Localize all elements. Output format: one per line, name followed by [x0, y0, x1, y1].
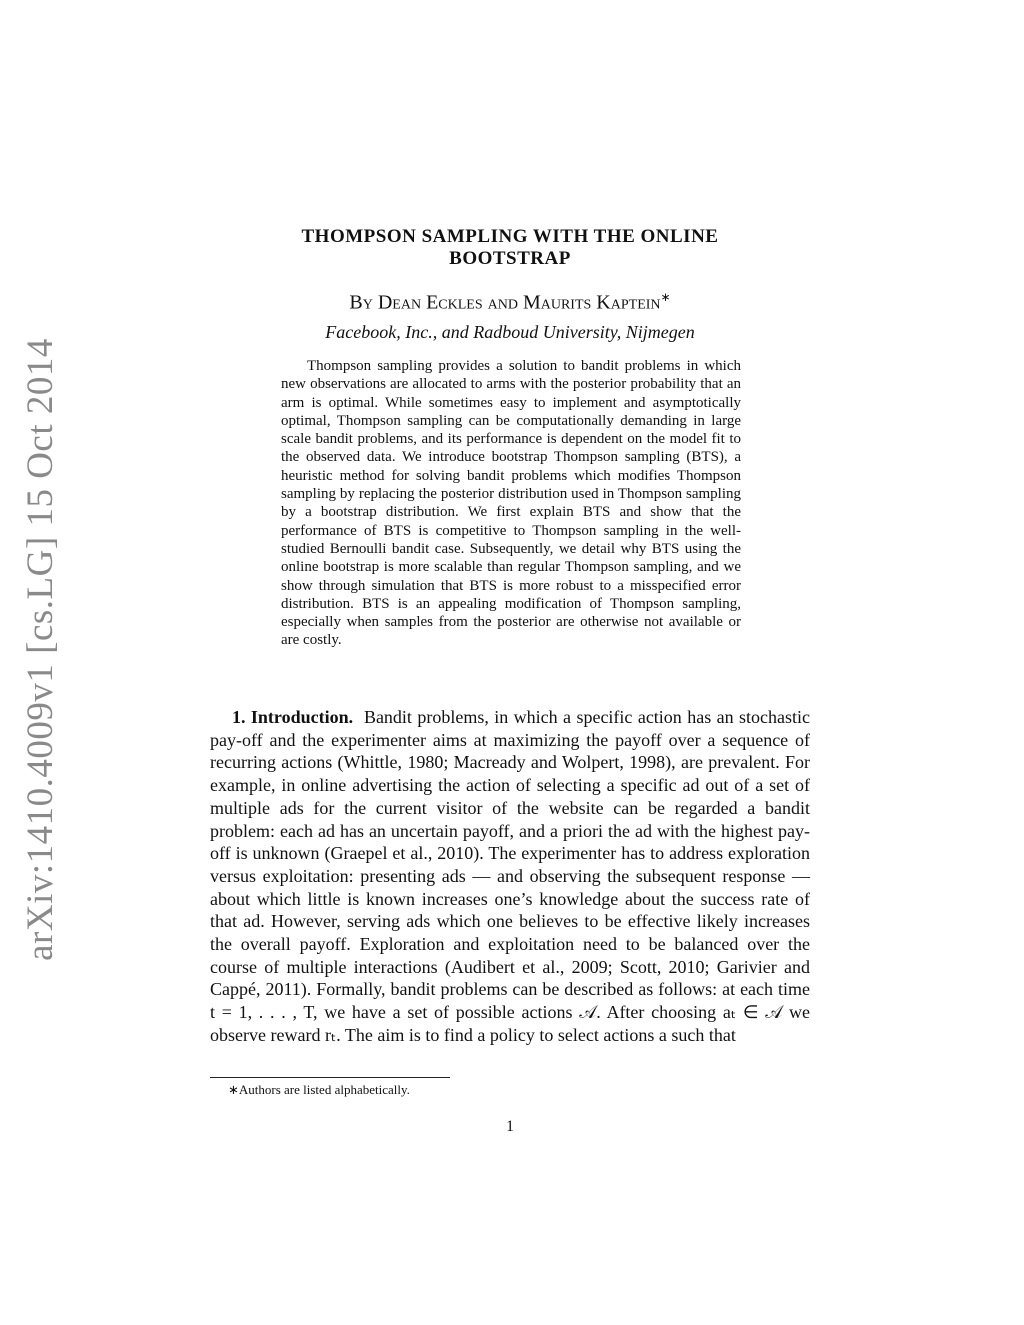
footnote: ∗Authors are listed alphabetically. — [228, 1082, 410, 1097]
authors — [210, 290, 810, 315]
author-footnote-mark: ∗ — [660, 290, 671, 304]
arxiv-sidebar — [18, 337, 62, 961]
author-names: By Dean Eckles and Maurits Kaptein — [349, 291, 661, 314]
arxiv-identifier: arXiv:1410.4009v1 [cs.LG] 15 Oct 2014 — [19, 337, 61, 961]
title-line-2: BOOTSTRAP — [449, 248, 571, 269]
footnote-rule — [210, 1077, 450, 1078]
introduction-section — [210, 706, 810, 1047]
page-number: 1 — [506, 1118, 514, 1135]
title-line-1: THOMPSON SAMPLING WITH THE ONLINE — [301, 226, 719, 247]
affiliation: Facebook, Inc., and Radboud University, Nijmegen — [325, 322, 695, 342]
abstract: Thompson sampling provides a solution to bandit problems in which new observations are allocated to arms with the posterior probability that an arm is optimal. While sometimes easy to implement and asymptotically optimal, Thompson sampling can be computationally demanding in large scale bandit problems, and its performance is dependent on the model fit to the observed data. We introduce bootstrap Thompson sampling (BTS), a heuristic method for solving bandit problems which modifies Thompson sampling by replacing the posterior distribution used in Thompson sampling by a bootstrap distribution. We first explain BTS and show that the performance of BTS is competitive to Thompson sampling in the well-studied Bernoulli bandit case. Subsequently, we detail why BTS using the online bootstrap is more scalable than regular Thompson sampling, and we show through simulation that BTS is more robust to a misspecified error distribution. BTS is an appealing modification of Thompson sampling, especially when samples from the posterior are otherwise not available or are costly. — [281, 358, 741, 649]
paper-title — [210, 226, 810, 270]
section-heading: 1. Introduction. — [232, 707, 354, 727]
introduction-body: Bandit problems, in which a specific action has an stochastic pay-off and the experimenter aims at maximizing the payoff over a sequence of recurring actions (Whittle, 1980; Macready and Wolpert, 1998), are prevalent. For example, in online advertising the action of selecting a specific ad out of a set of multiple ads for the current visitor of the website can be regarded a bandit problem: each ad has an uncertain payoff, and a priori the ad with the highest pay-off is unknown (Graepel et al., 2010). The experimenter has to address exploration versus exploitation: presenting ads — and observing the subsequent response — about which little is known increases one’s knowledge about the success rate of that ad. However, serving ads which one believes to be effective likely increases the overall payoff. Exploration and exploitation need to be balanced over the course of multiple interactions (Audibert et al., 2009; Scott, 2010; Garivier and Cappé, 2011). Formally, bandit problems can be described as follows: at each time t = 1, . . . , T, we have a set of possible actions 𝒜. After choosing aₜ ∈ 𝒜 we observe reward rₜ. The aim is to find a policy to select actions a such that — [210, 707, 810, 1045]
